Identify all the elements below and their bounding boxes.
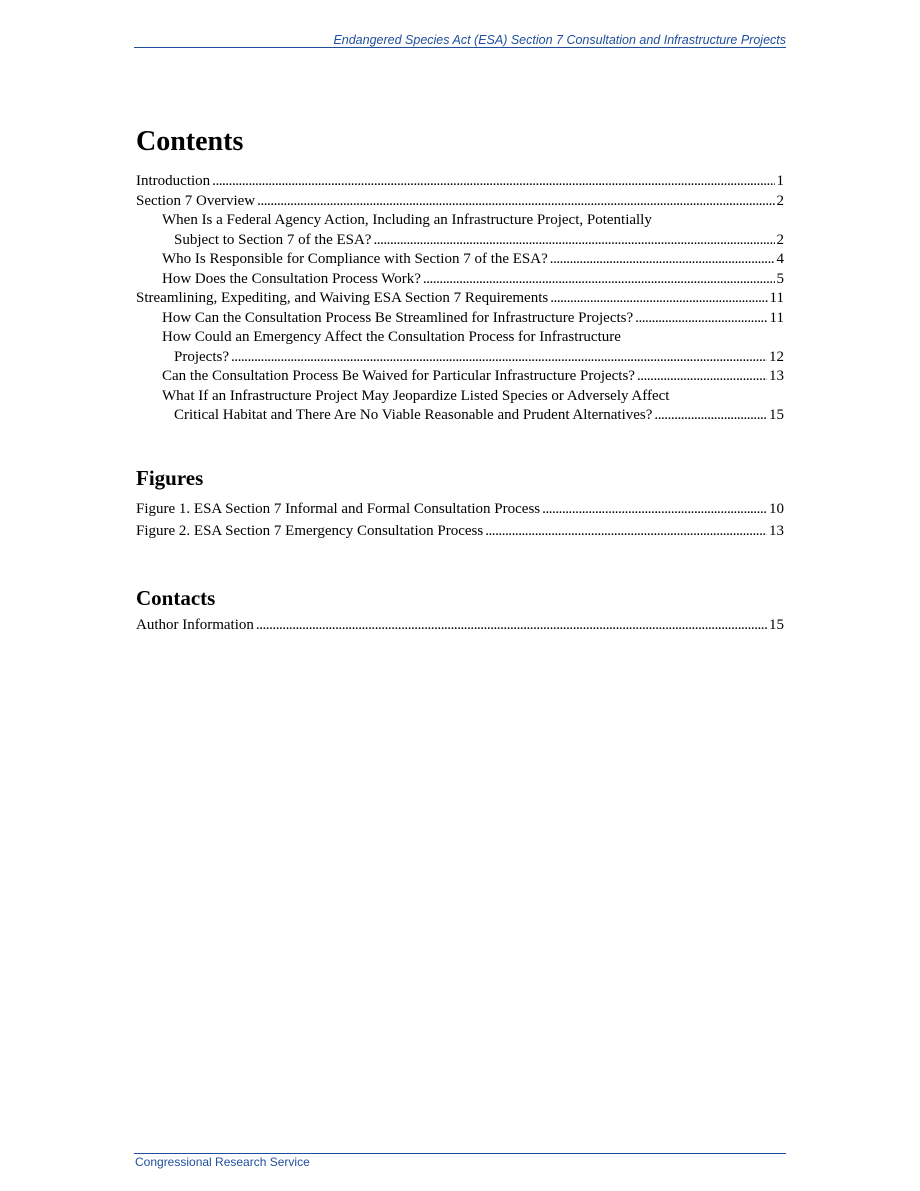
toc-entry-page: 1	[776, 173, 784, 189]
toc-entry-label-line1: How Could an Emergency Affect the Consultation Process for Infrastructure	[162, 329, 621, 345]
toc-entry-label: Subject to Section 7 of the ESA?	[174, 231, 372, 248]
toc-entry-figure-2[interactable]	[136, 520, 784, 542]
footer-rule	[134, 1153, 786, 1154]
toc-entry-section-7-overview[interactable]	[136, 192, 784, 212]
dot-leader	[212, 172, 774, 192]
toc-entry-page: 11	[769, 290, 784, 306]
toc-entry-responsible-compliance[interactable]	[136, 250, 784, 270]
running-header: Endangered Species Act (ESA) Section 7 Consultation and Infrastructure Projects	[333, 33, 786, 47]
dot-leader	[485, 520, 767, 542]
figures-list	[136, 498, 784, 542]
header-rule	[134, 47, 786, 48]
footer-publisher: Congressional Research Service	[135, 1155, 310, 1169]
contents-title: Contents	[136, 126, 244, 157]
toc-entry-page: 10	[769, 500, 784, 517]
dot-leader	[635, 309, 767, 329]
dot-leader	[231, 348, 767, 368]
toc-entry-page: 13	[769, 522, 784, 539]
toc-entry-label: Who Is Responsible for Compliance with Section 7 of the ESA?	[162, 251, 548, 267]
dot-leader	[550, 289, 767, 309]
toc-entry-page: 15	[769, 616, 784, 633]
toc-entry-streamlining[interactable]	[136, 289, 784, 309]
toc-entry-page: 2	[776, 231, 784, 248]
toc-entry-page: 12	[769, 348, 784, 365]
toc-entry-page: 2	[776, 192, 784, 209]
toc-entry-page: 13	[769, 368, 784, 384]
toc-entry-waived[interactable]	[136, 367, 784, 387]
toc-entry-label: Section 7 Overview	[136, 192, 256, 209]
toc-entry-label: Projects?	[174, 348, 229, 365]
toc-entry-emergency[interactable]	[136, 328, 784, 367]
toc-entry-label: How Does the Consultation Process Work?	[162, 270, 421, 287]
toc-entry-page: 4	[776, 251, 784, 267]
toc-entry-federal-agency-action[interactable]	[136, 211, 784, 250]
dot-leader	[256, 616, 767, 636]
toc-entry-label-line1: What If an Infrastructure Project May Jeopardize Listed Species or Adversely Affect	[162, 387, 670, 404]
contacts-list	[136, 616, 784, 636]
toc-entry-author-information[interactable]	[136, 616, 784, 636]
dot-leader	[257, 192, 774, 212]
document-body	[136, 124, 784, 635]
toc-entry-jeopardize[interactable]	[136, 387, 784, 426]
toc-entry-figure-1[interactable]	[136, 498, 784, 520]
dot-leader	[637, 367, 767, 387]
dot-leader	[423, 270, 775, 290]
toc-entry-label: Streamlining, Expediting, and Waiving ESA Section 7 Requirements	[136, 290, 549, 306]
toc-entry-consultation-process[interactable]	[136, 270, 784, 290]
dot-leader	[373, 231, 774, 251]
dot-leader	[654, 406, 767, 426]
dot-leader	[542, 498, 767, 520]
toc-entry-label: How Can the Consultation Process Be Streamlined for Infrastructure Projects?	[162, 309, 634, 326]
toc-entry-label: Figure 2. ESA Section 7 Emergency Consultation Process	[136, 522, 484, 539]
toc-entry-page: 11	[769, 309, 784, 326]
toc-entry-label: Critical Habitat and There Are No Viable Reasonable and Prudent Alternatives?	[174, 407, 653, 423]
toc-entry-page: 15	[769, 407, 784, 423]
toc-entry-label: Can the Consultation Process Be Waived for Particular Infrastructure Projects?	[162, 368, 635, 384]
figures-title: Figures	[136, 465, 204, 490]
contents-list	[136, 172, 784, 426]
toc-entry-introduction[interactable]	[136, 172, 784, 192]
toc-entry-label-line1: When Is a Federal Agency Action, Including an Infrastructure Project, Potentially	[162, 212, 652, 228]
toc-entry-page: 5	[776, 270, 784, 287]
toc-entry-streamlined-projects[interactable]	[136, 309, 784, 329]
contacts-title: Contacts	[136, 585, 216, 610]
dot-leader	[550, 250, 775, 270]
toc-entry-label: Figure 1. ESA Section 7 Informal and Formal Consultation Process	[136, 500, 541, 517]
toc-entry-label: Introduction	[136, 173, 211, 189]
toc-entry-label: Author Information	[136, 616, 254, 633]
